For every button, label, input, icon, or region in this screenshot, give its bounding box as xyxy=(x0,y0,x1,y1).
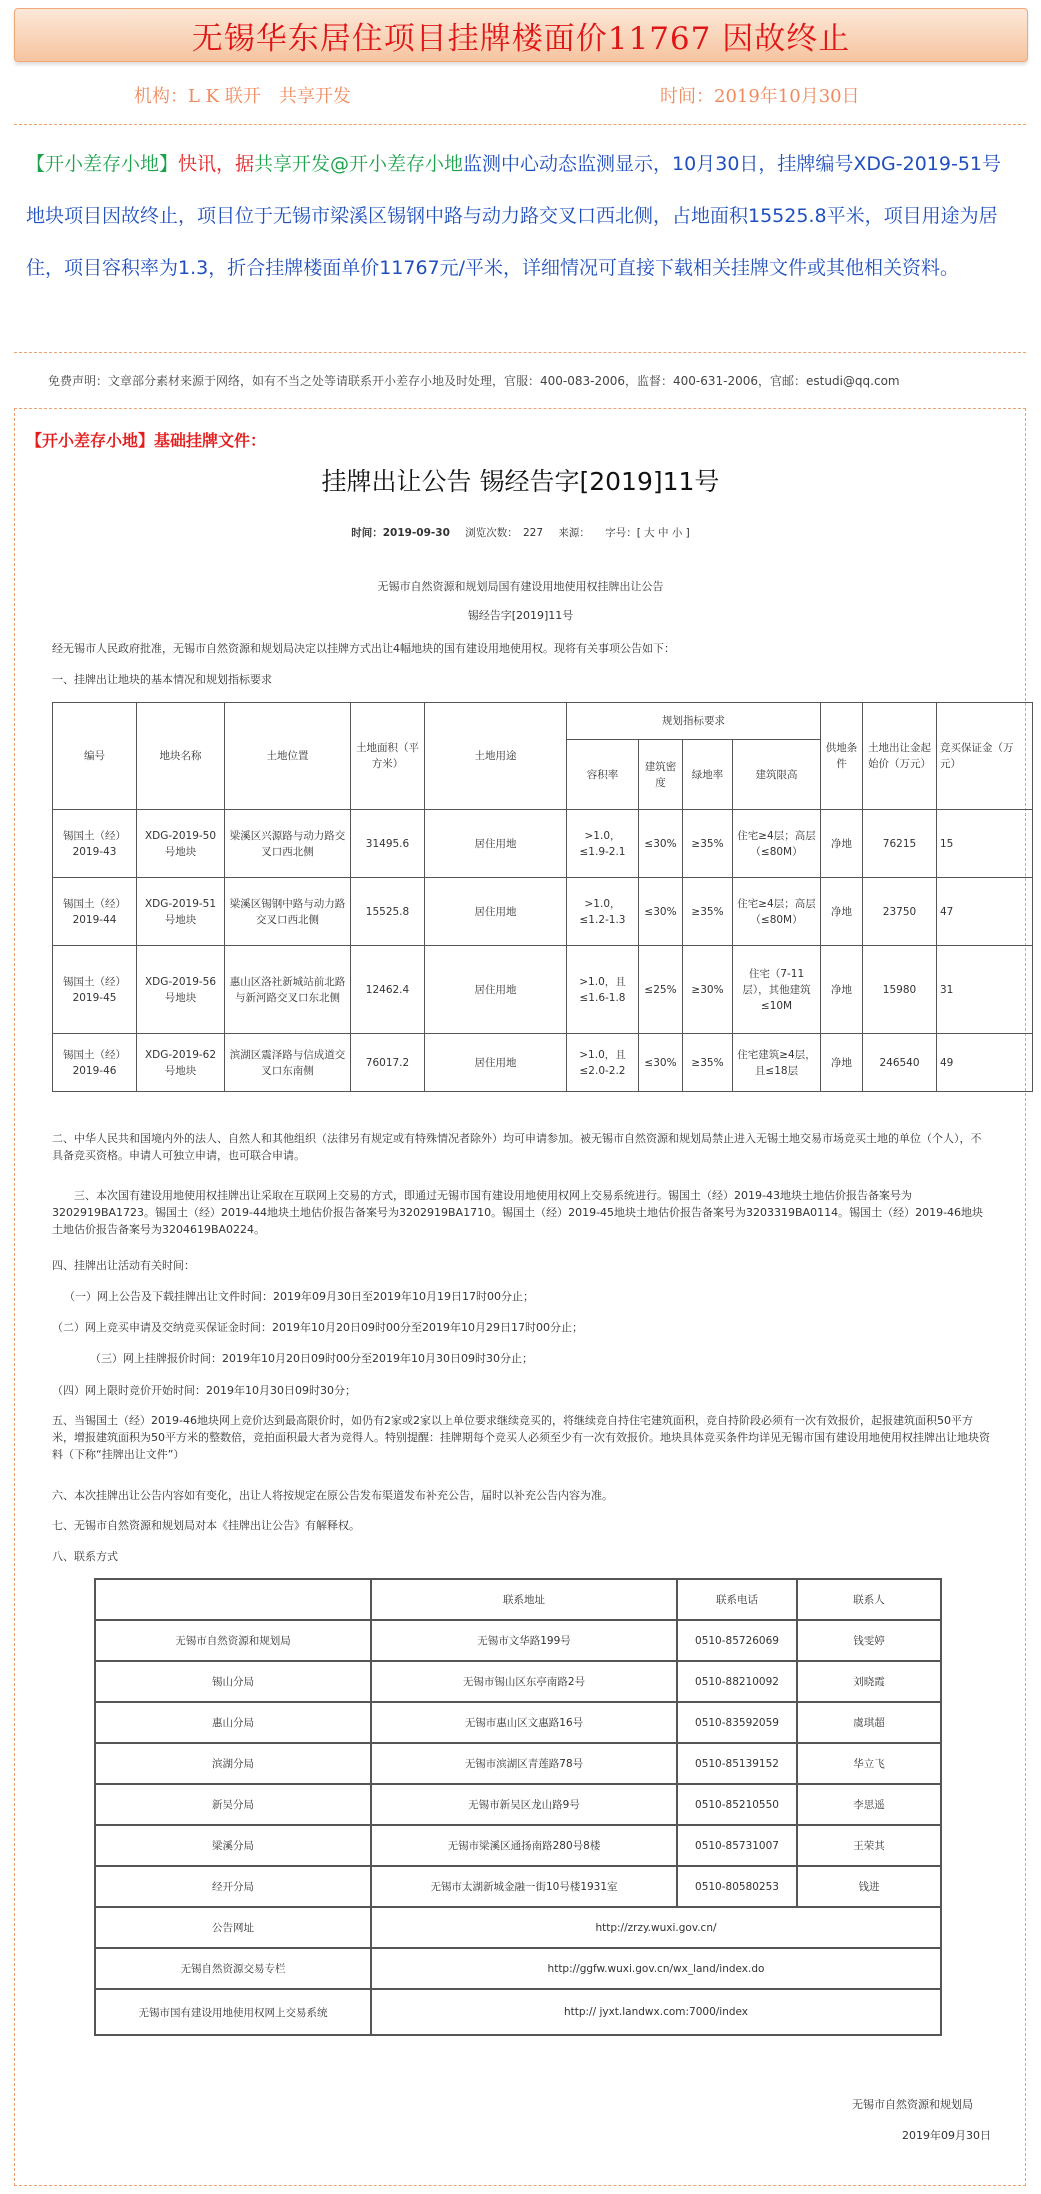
cell-deposit: 49 xyxy=(937,1034,1033,1092)
cell-address: 无锡市新吴区龙山路9号 xyxy=(371,1784,677,1825)
section-8-heading: 八、联系方式 xyxy=(52,1550,118,1563)
table-row xyxy=(53,946,1033,1034)
cell-far: >1.0，且≤2.0-2.2 xyxy=(567,1034,639,1092)
title-banner xyxy=(14,8,1028,62)
cell-address: 无锡市锡山区东亭南路2号 xyxy=(371,1661,677,1702)
table-row xyxy=(53,1034,1033,1092)
th-density: 建筑密度 xyxy=(639,740,683,810)
divider xyxy=(14,124,1026,125)
notice-time: 时间：2019-09-30 xyxy=(351,527,450,539)
table-row xyxy=(95,1661,941,1702)
table-row xyxy=(95,1907,941,1948)
notice-doc-no: 锡经告字[2019]11号 xyxy=(467,609,574,622)
table-row xyxy=(95,1866,941,1907)
section-1-heading: 一、挂牌出让地块的基本情况和规划指标要求 xyxy=(52,673,272,686)
cell-no: 锡国土（经）2019-46 xyxy=(53,1034,137,1092)
cell-price: 23750 xyxy=(863,878,937,946)
cell-system-label: 无锡市国有建设用地使用权网上交易系统 xyxy=(95,1989,371,2035)
cell-height: 住宅（7-11层），其他建筑≤10M xyxy=(733,946,821,1034)
cell-location: 惠山区洛社新城站前北路与新河路交叉口东北侧 xyxy=(225,946,351,1034)
th-phone: 联系电话 xyxy=(677,1579,797,1620)
cell-use: 居住用地 xyxy=(425,878,567,946)
cell-name: XDG-2019-51号地块 xyxy=(137,878,225,946)
cell-phone: 0510-85210550 xyxy=(677,1784,797,1825)
cell-green: ≥35% xyxy=(683,810,733,878)
cell-supply: 净地 xyxy=(821,810,863,878)
lead-source: 共享开发@开小差存小地 xyxy=(254,153,464,175)
table-row xyxy=(95,1743,941,1784)
cell-web-label: 公告网址 xyxy=(95,1907,371,1948)
cell-name: XDG-2019-50号地块 xyxy=(137,810,225,878)
cell-location: 滨湖区震泽路与信成道交叉口东南侧 xyxy=(225,1034,351,1092)
cell-phone: 0510-85139152 xyxy=(677,1743,797,1784)
cell-column-label: 无锡自然资源交易专栏 xyxy=(95,1948,371,1989)
signature-date: 2019年09月30日 xyxy=(902,2129,991,2142)
cell-phone: 0510-83592059 xyxy=(677,1702,797,1743)
cell-person: 王荣其 xyxy=(797,1825,941,1866)
cell-area: 76017.2 xyxy=(351,1034,425,1092)
font-size-links[interactable]: 字号：[ 大 中 小 ] xyxy=(605,527,690,539)
notice-website-link[interactable]: http://zrzy.wuxi.gov.cn/ xyxy=(371,1907,941,1948)
table-row xyxy=(95,1620,941,1661)
cell-density: ≤30% xyxy=(639,878,683,946)
cell-use: 居住用地 xyxy=(425,1034,567,1092)
cell-density: ≤30% xyxy=(639,1034,683,1092)
section-6: 六、本次挂牌出让公告内容如有变化，出让人将按规定在原公告发布渠道发布补充公告，届时以补充公告内容为准。 xyxy=(52,1489,613,1502)
cell-use: 居住用地 xyxy=(425,810,567,878)
lead-text-2: 监测中心动态监测显示，10月30日，挂牌编号XDG-2019-51号地块项目因故终止，项目位于无锡市梁溪区锡钢中路与动力路交叉口西北侧，占地面积15525.8平米，项目用途为居住，项目容积率为1.3，折合挂牌楼面单价11767元/平米，详细情况可直接下载相关挂牌文件或其他相关资料。 xyxy=(26,153,1002,279)
disclaimer: 免费声明：文章部分素材来源于网络，如有不当之处等请联系开小差存小地及时处理，官服：400-083-2006，监督：400-631-2006，官邮：estudi@qq.com xyxy=(48,374,900,388)
th-address: 联系地址 xyxy=(371,1579,677,1620)
cell-price: 15980 xyxy=(863,946,937,1034)
section-3: 三、本次国有建设用地使用权挂牌出让采取在互联网上交易的方式，即通过无锡市国有建设用地使用权网上交易系统进行。锡国土（经）2019-43地块土地估价报告备案号为3202919BA1723。锡国土（经）2019-44地块土地估价报告备案号为3202919BA1710。锡国土（经）2019-45地块土地估价报告备案号为3203319BA0114。锡国土（经）2019-46地块土地估价报告备案号为3204619BA0224。 xyxy=(52,1189,984,1236)
cell-name: XDG-2019-56号地块 xyxy=(137,946,225,1034)
time-4: （四）网上限时竞价开始时间：2019年10月30日09时30分； xyxy=(52,1384,356,1397)
th-green: 绿地率 xyxy=(683,740,733,810)
lead-tag: 【开小差存小地】 xyxy=(26,153,179,175)
cell-person: 虞琪超 xyxy=(797,1702,941,1743)
cell-phone: 0510-85726069 xyxy=(677,1620,797,1661)
cell-org: 梁溪分局 xyxy=(95,1825,371,1866)
table-row xyxy=(95,1825,941,1866)
cell-org: 滨湖分局 xyxy=(95,1743,371,1784)
cell-height: 住宅≥4层；高层（≤80M） xyxy=(733,810,821,878)
cell-supply: 净地 xyxy=(821,946,863,1034)
article-meta xyxy=(0,82,1041,112)
cell-phone: 0510-80580253 xyxy=(677,1866,797,1907)
cell-use: 居住用地 xyxy=(425,946,567,1034)
cell-phone: 0510-88210092 xyxy=(677,1661,797,1702)
th-area: 土地面积（平方米） xyxy=(351,703,425,810)
th-no: 编号 xyxy=(53,703,137,810)
cell-far: >1.0，≤1.2-1.3 xyxy=(567,878,639,946)
th-height: 建筑限高 xyxy=(733,740,821,810)
cell-phone: 0510-85731007 xyxy=(677,1825,797,1866)
cell-height: 住宅≥4层；高层（≤80M） xyxy=(733,878,821,946)
cell-deposit: 31 xyxy=(937,946,1033,1034)
section-4-heading: 四、挂牌出让活动有关时间： xyxy=(52,1259,195,1272)
notice-views: 浏览次数： 227 xyxy=(465,527,544,539)
cell-area: 12462.4 xyxy=(351,946,425,1034)
cell-address: 无锡市梁溪区通扬南路280号8楼 xyxy=(371,1825,677,1866)
cell-far: >1.0，且≤1.6-1.8 xyxy=(567,946,639,1034)
cell-org: 经开分局 xyxy=(95,1866,371,1907)
cell-height: 住宅建筑≥4层，且≤18层 xyxy=(733,1034,821,1092)
cell-location: 梁溪区兴源路与动力路交叉口西北侧 xyxy=(225,810,351,878)
cell-address: 无锡市文华路199号 xyxy=(371,1620,677,1661)
cell-green: ≥35% xyxy=(683,1034,733,1092)
divider xyxy=(14,352,1026,353)
table-row xyxy=(53,810,1033,878)
trading-system-link[interactable]: http:// jyxt.landwx.com:7000/index xyxy=(371,1989,941,2035)
cell-price: 76215 xyxy=(863,810,937,878)
th-plan: 规划指标要求 xyxy=(567,703,821,740)
th-person: 联系人 xyxy=(797,1579,941,1620)
notice-source: 来源： xyxy=(558,527,590,539)
cell-org: 无锡市自然资源和规划局 xyxy=(95,1620,371,1661)
cell-supply: 净地 xyxy=(821,1034,863,1092)
basic-files-title: 【开小差存小地】基础挂牌文件： xyxy=(26,431,267,450)
cell-org: 锡山分局 xyxy=(95,1661,371,1702)
cell-person: 钱进 xyxy=(797,1866,941,1907)
time-1: （一）网上公告及下载挂牌出让文件时间：2019年09月30日至2019年10月19日17时00分止； xyxy=(64,1290,534,1303)
cell-no: 锡国土（经）2019-45 xyxy=(53,946,137,1034)
table-row xyxy=(95,1784,941,1825)
land-table-viewport xyxy=(52,700,1014,1092)
table-row xyxy=(95,1948,941,1989)
lead-text-1: 快讯，据 xyxy=(178,153,255,175)
cell-density: ≤25% xyxy=(639,946,683,1034)
cell-price: 246540 xyxy=(863,1034,937,1092)
table-row xyxy=(53,878,1033,946)
table-row xyxy=(95,1989,941,2035)
cell-supply: 净地 xyxy=(821,878,863,946)
th-org-blank xyxy=(95,1579,371,1620)
cell-no: 锡国土（经）2019-43 xyxy=(53,810,137,878)
th-name: 地块名称 xyxy=(137,703,225,810)
section-2: 二、中华人民共和国境内外的法人、自然人和其他组织（法律另有规定或有特殊情况者除外）均可申请参加。被无锡市自然资源和规划局禁止进入无锡土地交易市场竞买土地的单位（个人），不具备竞买资格。申请人可独立申请，也可联合申请。 xyxy=(52,1132,982,1162)
trading-column-link[interactable]: http://ggfw.wuxi.gov.cn/wx_land/index.do xyxy=(371,1948,941,1989)
cell-person: 刘晓霞 xyxy=(797,1661,941,1702)
th-start-price: 土地出让金起始价（万元） xyxy=(863,703,937,810)
cell-no: 锡国土（经）2019-44 xyxy=(53,878,137,946)
contact-table xyxy=(94,1578,942,2036)
section-5: 五、当锡国土（经）2019-46地块网上竞价达到最高限价时，如仍有2家或2家以上单位要求继续竞买的，将继续竞自持住宅建筑面积，竞自持阶段必须有一次有效报价，起报建筑面积50平方米，增报建筑面积为50平方米的整数倍，竞拍面积最大者为竞得人。特别提醒：挂牌期每个竞买人必须至少有一次有效报价。地块具体竞买条件均详见无锡市国有建设用地使用权挂牌出让地块资料（下称“挂牌出让文件”） xyxy=(52,1414,990,1461)
th-far: 容积率 xyxy=(567,740,639,810)
notice-org-line: 无锡市自然资源和规划局国有建设用地使用权挂牌出让公告 xyxy=(377,580,664,593)
cell-person: 李思遥 xyxy=(797,1784,941,1825)
meta-time: 时间：2019年10月30日 xyxy=(660,86,860,107)
cell-far: >1.0，≤1.9-2.1 xyxy=(567,810,639,878)
cell-address: 无锡市滨湖区青莲路78号 xyxy=(371,1743,677,1784)
th-supply: 供地条件 xyxy=(821,703,863,810)
signature-org: 无锡市自然资源和规划局 xyxy=(852,2098,973,2111)
cell-org: 惠山分局 xyxy=(95,1702,371,1743)
land-table xyxy=(52,702,1033,1092)
cell-address: 无锡市惠山区文惠路16号 xyxy=(371,1702,677,1743)
cell-area: 31495.6 xyxy=(351,810,425,878)
notice-title: 挂牌出让公告 锡经告字[2019]11号 xyxy=(321,467,720,496)
cell-org: 新吴分局 xyxy=(95,1784,371,1825)
cell-area: 15525.8 xyxy=(351,878,425,946)
cell-green: ≥30% xyxy=(683,946,733,1034)
cell-deposit: 15 xyxy=(937,810,1033,878)
table-header-row xyxy=(95,1579,941,1620)
th-use: 土地用途 xyxy=(425,703,567,810)
time-2: （二）网上竞买申请及交纳竞买保证金时间：2019年10月20日09时00分至2019年10月29日17时00分止； xyxy=(52,1321,583,1334)
th-deposit: 竞买保证金（万元） xyxy=(937,703,1033,810)
time-3: （三）网上挂牌报价时间：2019年10月20日09时00分至2019年10月30日09时30分止； xyxy=(90,1352,533,1365)
section-7: 七、无锡市自然资源和规划局对本《挂牌出让公告》有解释权。 xyxy=(52,1519,360,1532)
table-row xyxy=(95,1702,941,1743)
cell-person: 华立飞 xyxy=(797,1743,941,1784)
lead-paragraph xyxy=(26,138,1018,294)
notice-meta xyxy=(0,525,1041,540)
cell-name: XDG-2019-62号地块 xyxy=(137,1034,225,1092)
cell-person: 钱雯婷 xyxy=(797,1620,941,1661)
meta-org: 机构：L K 联开 共享开发 xyxy=(134,86,351,107)
cell-density: ≤30% xyxy=(639,810,683,878)
cell-deposit: 47 xyxy=(937,878,1033,946)
cell-green: ≥35% xyxy=(683,878,733,946)
cell-address: 无锡市太湖新城金融一街10号楼1931室 xyxy=(371,1866,677,1907)
headline: 无锡华东居住项目挂牌楼面价11767 因故终止 xyxy=(191,20,851,57)
cell-location: 梁溪区锡钢中路与动力路交叉口西北侧 xyxy=(225,878,351,946)
notice-intro: 经无锡市人民政府批准，无锡市自然资源和规划局决定以挂牌方式出让4幅地块的国有建设用地使用权。现将有关事项公告如下： xyxy=(52,642,675,655)
th-location: 土地位置 xyxy=(225,703,351,810)
